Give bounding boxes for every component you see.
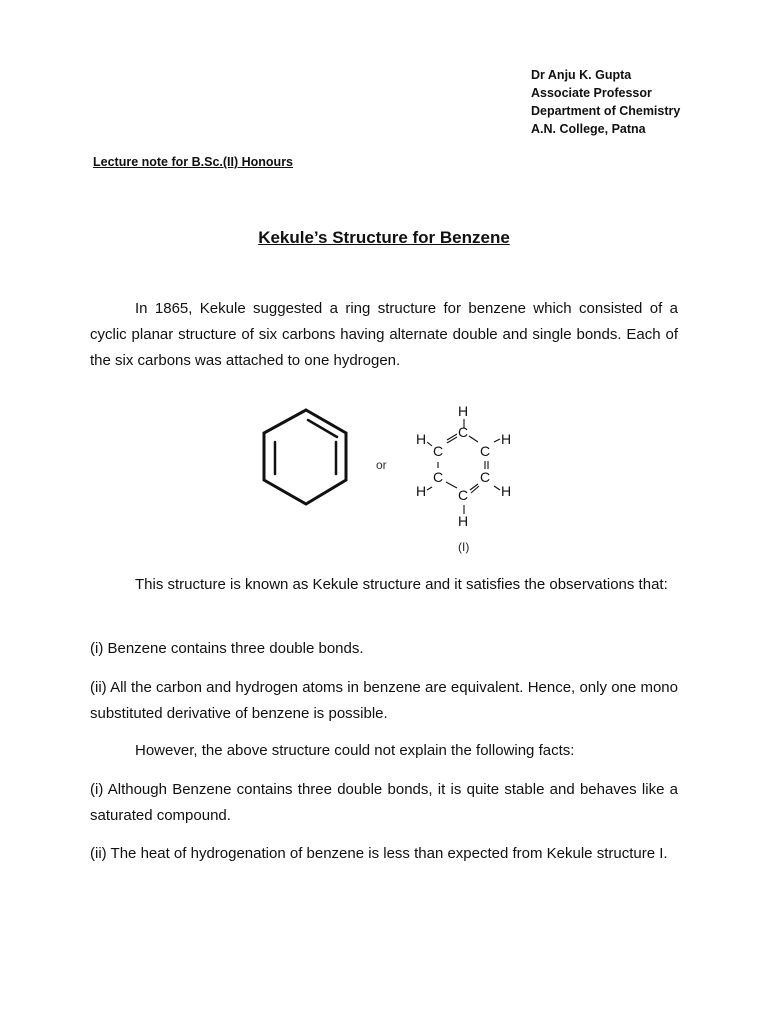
fact-item: (ii) The heat of hydrogenation of benzene is less than expected from Kekule structure I.	[90, 845, 668, 862]
hydrogen-atom: H	[416, 431, 427, 447]
observations-intro: This structure is known as Kekule structure and it satisfies the observations that:	[135, 576, 668, 593]
author-position: Associate Professor	[531, 86, 652, 100]
benzene-hexagon-diagram	[264, 410, 346, 504]
carbon-atom: C	[458, 487, 469, 503]
observation-item: (ii) All the carbon and hydrogen atoms in benzene are equivalent. Hence, only one mono substituted derivative of benzene is possible.	[90, 679, 678, 722]
structure-label: (I)	[458, 540, 470, 554]
page-title: Kekule’s Structure for Benzene	[258, 228, 510, 247]
observation-item: (i) Benzene contains three double bonds.	[90, 640, 364, 657]
author-block	[531, 66, 680, 138]
author-name: Dr Anju K. Gupta	[531, 68, 632, 82]
carbon-atom: C	[458, 424, 469, 440]
hydrogen-atom: H	[501, 483, 512, 499]
or-label: or	[376, 458, 387, 472]
fact-item: (i) Although Benzene contains three double bonds, it is quite stable and behaves like a saturated compound.	[90, 781, 678, 824]
hydrogen-atom: H	[501, 431, 512, 447]
lecture-note-heading: Lecture note for B.Sc.(II) Honours	[93, 155, 294, 169]
carbon-atom: C	[480, 469, 491, 485]
kekule-structure-diagram	[416, 403, 511, 529]
carbon-atom: C	[433, 469, 444, 485]
author-college: A.N. College, Patna	[531, 122, 646, 136]
hydrogen-atom: H	[458, 513, 469, 529]
carbon-atom: C	[480, 443, 491, 459]
intro-paragraph: In 1865, Kekule suggested a ring structure for benzene which consisted of a cyclic planar structure of six carbons having alternate double and single bonds. Each of the six carbons was attached to one hydrogen.	[90, 300, 678, 369]
hydrogen-atom: H	[416, 483, 427, 499]
however-paragraph: However, the above structure could not explain the following facts:	[135, 742, 575, 759]
hydrogen-atom: H	[458, 403, 469, 419]
benzene-structure-figure	[240, 398, 540, 560]
carbon-atom: C	[433, 443, 444, 459]
author-department: Department of Chemistry	[531, 104, 681, 118]
